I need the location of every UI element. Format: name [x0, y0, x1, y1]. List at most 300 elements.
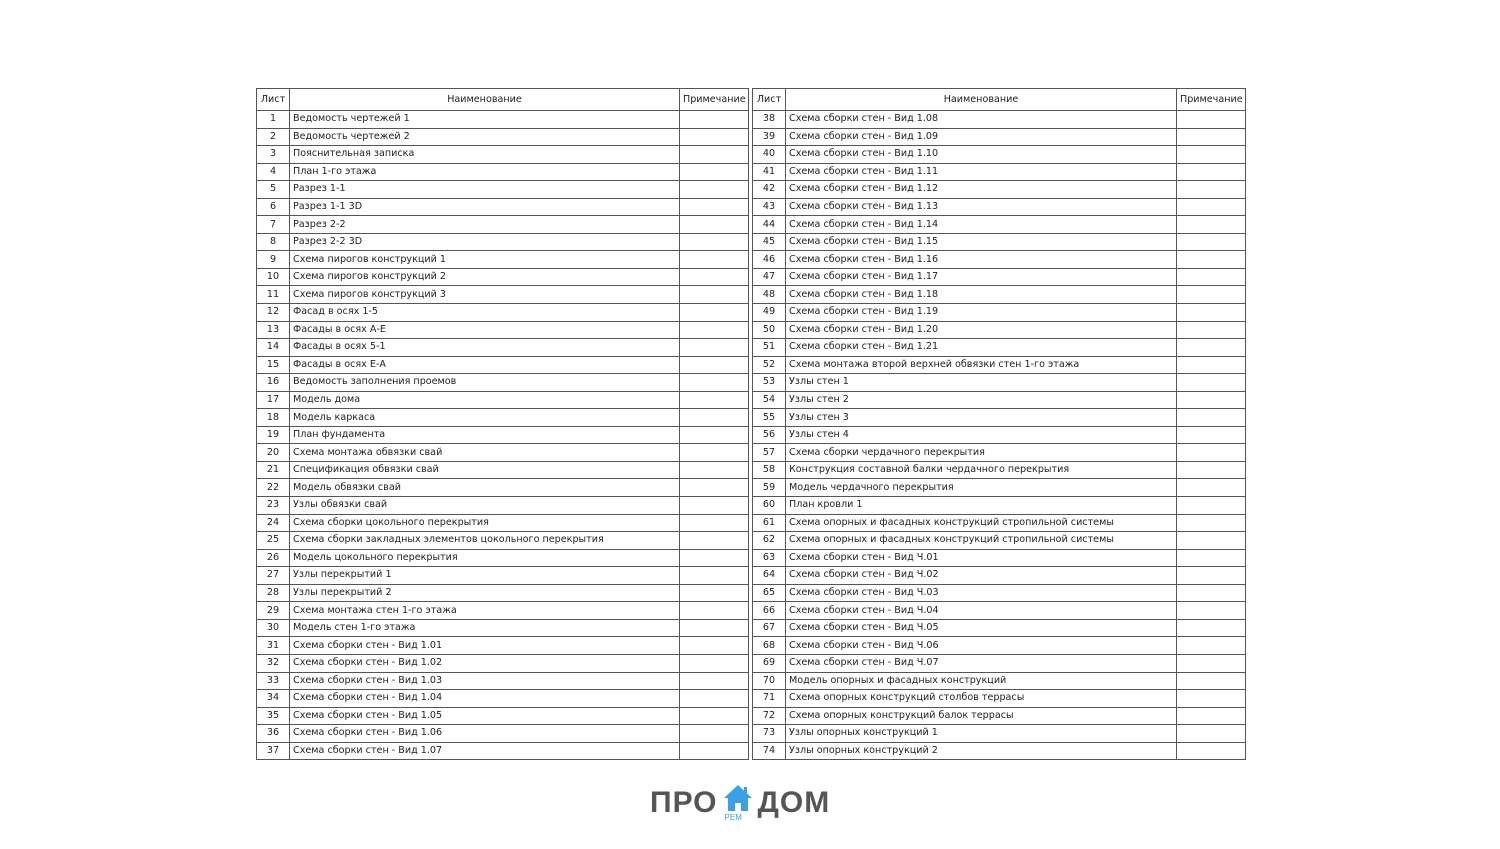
cell-sheet-number: 26	[257, 549, 290, 567]
cell-sheet-number: 11	[257, 286, 290, 304]
cell-note	[1177, 444, 1246, 462]
header-sheet: Лист	[257, 89, 290, 111]
watermark-logo	[650, 782, 830, 824]
cell-sheet-number: 9	[257, 251, 290, 269]
cell-name: Схема сборки стен - Вид Ч.01	[786, 549, 1177, 567]
cell-note	[1177, 339, 1246, 357]
table-row	[257, 549, 749, 567]
cell-name: Схема сборки стен - Вид Ч.06	[786, 637, 1177, 655]
cell-sheet-number: 20	[257, 444, 290, 462]
table-row	[257, 654, 749, 672]
cell-sheet-number: 47	[753, 268, 786, 286]
cell-note	[680, 742, 749, 760]
cell-name: Схема сборки стен - Вид 1.20	[786, 321, 1177, 339]
cell-name: Схема пирогов конструкций 2	[290, 268, 680, 286]
cell-sheet-number: 71	[753, 690, 786, 708]
cell-name: Узлы обвязки свай	[290, 497, 680, 515]
cell-name: Узлы стен 1	[786, 374, 1177, 392]
cell-sheet-number: 46	[753, 251, 786, 269]
cell-name: Фасады в осях А-Е	[290, 321, 680, 339]
cell-note	[1177, 497, 1246, 515]
cell-sheet-number: 53	[753, 374, 786, 392]
drawings-list-table-left	[256, 88, 749, 760]
table-row	[753, 181, 1246, 199]
table-row	[753, 742, 1246, 760]
cell-note	[1177, 584, 1246, 602]
cell-name: Схема сборки стен - Вид Ч.03	[786, 584, 1177, 602]
cell-note	[680, 514, 749, 532]
cell-sheet-number: 61	[753, 514, 786, 532]
table-row	[753, 339, 1246, 357]
cell-name: Схема сборки стен - Вид 1.02	[290, 654, 680, 672]
table-row	[257, 409, 749, 427]
cell-name: Конструкция составной балки чердачного перекрытия	[786, 461, 1177, 479]
cell-name: Схема сборки стен - Вид 1.21	[786, 339, 1177, 357]
cell-note	[1177, 128, 1246, 146]
cell-sheet-number: 57	[753, 444, 786, 462]
cell-name: Схема сборки стен - Вид 1.18	[786, 286, 1177, 304]
cell-note	[1177, 619, 1246, 637]
table-row	[257, 128, 749, 146]
cell-name: Разрез 1-1 3D	[290, 198, 680, 216]
cell-sheet-number: 4	[257, 163, 290, 181]
watermark-text-right: ДОМ	[757, 786, 831, 819]
table-row	[753, 461, 1246, 479]
cell-sheet-number: 8	[257, 233, 290, 251]
cell-sheet-number: 28	[257, 584, 290, 602]
cell-sheet-number: 52	[753, 356, 786, 374]
table-row	[257, 619, 749, 637]
header-note: Примечание	[1177, 89, 1246, 111]
table-row	[753, 619, 1246, 637]
cell-note	[1177, 479, 1246, 497]
cell-name: План кровли 1	[786, 497, 1177, 515]
table-row	[753, 233, 1246, 251]
cell-name: Схема сборки стен - Вид 1.15	[786, 233, 1177, 251]
table-row	[753, 654, 1246, 672]
cell-name: Схема пирогов конструкций 1	[290, 251, 680, 269]
cell-note	[1177, 181, 1246, 199]
table-row	[753, 251, 1246, 269]
cell-sheet-number: 12	[257, 304, 290, 322]
cell-name: Модель цокольного перекрытия	[290, 549, 680, 567]
cell-sheet-number: 10	[257, 268, 290, 286]
cell-note	[680, 497, 749, 515]
header-note: Примечание	[680, 89, 749, 111]
cell-name: План фундамента	[290, 426, 680, 444]
cell-sheet-number: 51	[753, 339, 786, 357]
cell-note	[680, 146, 749, 164]
cell-note	[680, 690, 749, 708]
cell-name: Схема сборки стен - Вид Ч.02	[786, 567, 1177, 585]
cell-note	[680, 549, 749, 567]
table-row	[257, 426, 749, 444]
cell-note	[680, 198, 749, 216]
cell-sheet-number: 59	[753, 479, 786, 497]
cell-sheet-number: 45	[753, 233, 786, 251]
cell-name: Схема монтажа стен 1-го этажа	[290, 602, 680, 620]
cell-sheet-number: 15	[257, 356, 290, 374]
table-row	[257, 356, 749, 374]
table-row	[753, 146, 1246, 164]
table-row	[257, 216, 749, 234]
table-row	[753, 549, 1246, 567]
cell-name: Схема пирогов конструкций 3	[290, 286, 680, 304]
cell-note	[1177, 532, 1246, 550]
table-row	[753, 707, 1246, 725]
cell-note	[1177, 286, 1246, 304]
cell-sheet-number: 66	[753, 602, 786, 620]
table-row	[257, 286, 749, 304]
table-row	[753, 374, 1246, 392]
cell-name: Модель обвязки свай	[290, 479, 680, 497]
cell-name: Фасад в осях 1-5	[290, 304, 680, 322]
cell-note	[680, 532, 749, 550]
table-row	[257, 198, 749, 216]
cell-note	[680, 163, 749, 181]
cell-note	[1177, 549, 1246, 567]
cell-sheet-number: 70	[753, 672, 786, 690]
cell-note	[1177, 567, 1246, 585]
cell-sheet-number: 69	[753, 654, 786, 672]
table-row	[257, 444, 749, 462]
cell-sheet-number: 27	[257, 567, 290, 585]
cell-name: Модель опорных и фасадных конструкций	[786, 672, 1177, 690]
table-row	[753, 409, 1246, 427]
cell-sheet-number: 33	[257, 672, 290, 690]
cell-name: Схема сборки стен - Вид 1.09	[786, 128, 1177, 146]
cell-sheet-number: 22	[257, 479, 290, 497]
header-name: Наименование	[290, 89, 680, 111]
cell-name: Схема сборки стен - Вид 1.05	[290, 707, 680, 725]
cell-name: Схема опорных и фасадных конструкций стропильной системы	[786, 532, 1177, 550]
cell-name: Модель дома	[290, 391, 680, 409]
cell-name: Схема сборки стен - Вид 1.13	[786, 198, 1177, 216]
cell-note	[1177, 268, 1246, 286]
table-row	[753, 690, 1246, 708]
cell-sheet-number: 37	[257, 742, 290, 760]
header-sheet: Лист	[753, 89, 786, 111]
cell-sheet-number: 6	[257, 198, 290, 216]
cell-sheet-number: 16	[257, 374, 290, 392]
cell-note	[1177, 725, 1246, 743]
watermark-sub: РЕМ	[724, 813, 742, 822]
cell-note	[1177, 602, 1246, 620]
cell-note	[680, 181, 749, 199]
cell-note	[680, 304, 749, 322]
cell-name: Пояснительная записка	[290, 146, 680, 164]
table-row	[257, 690, 749, 708]
cell-sheet-number: 19	[257, 426, 290, 444]
table-row	[753, 725, 1246, 743]
cell-name: Схема сборки стен - Вид 1.04	[290, 690, 680, 708]
cell-name: Спецификация обвязки свай	[290, 461, 680, 479]
table-row	[753, 198, 1246, 216]
cell-note	[680, 233, 749, 251]
cell-name: Схема сборки цокольного перекрытия	[290, 514, 680, 532]
cell-note	[680, 409, 749, 427]
table-header-row	[753, 89, 1246, 111]
cell-sheet-number: 49	[753, 304, 786, 322]
cell-sheet-number: 55	[753, 409, 786, 427]
cell-name: Схема сборки стен - Вид 1.17	[786, 268, 1177, 286]
cell-sheet-number: 24	[257, 514, 290, 532]
cell-name: Модель каркаса	[290, 409, 680, 427]
cell-name: Схема сборки стен - Вид Ч.07	[786, 654, 1177, 672]
cell-note	[1177, 409, 1246, 427]
cell-sheet-number: 60	[753, 497, 786, 515]
cell-sheet-number: 50	[753, 321, 786, 339]
cell-sheet-number: 62	[753, 532, 786, 550]
house-icon	[722, 782, 754, 824]
cell-note	[1177, 514, 1246, 532]
cell-sheet-number: 29	[257, 602, 290, 620]
cell-note	[680, 128, 749, 146]
cell-note	[1177, 233, 1246, 251]
table-row	[753, 672, 1246, 690]
cell-sheet-number: 68	[753, 637, 786, 655]
cell-sheet-number: 25	[257, 532, 290, 550]
cell-name: Схема сборки стен - Вид 1.12	[786, 181, 1177, 199]
cell-sheet-number: 58	[753, 461, 786, 479]
cell-sheet-number: 67	[753, 619, 786, 637]
table-row	[257, 233, 749, 251]
cell-note	[1177, 304, 1246, 322]
table-row	[753, 514, 1246, 532]
table-row	[753, 163, 1246, 181]
cell-name: Ведомость чертежей 2	[290, 128, 680, 146]
cell-name: Узлы опорных конструкций 2	[786, 742, 1177, 760]
cell-sheet-number: 36	[257, 725, 290, 743]
cell-note	[680, 461, 749, 479]
cell-note	[680, 637, 749, 655]
cell-note	[1177, 356, 1246, 374]
cell-sheet-number: 1	[257, 111, 290, 129]
cell-sheet-number: 39	[753, 128, 786, 146]
table-row	[257, 461, 749, 479]
table-row	[257, 637, 749, 655]
cell-name: Схема сборки стен - Вид 1.10	[786, 146, 1177, 164]
cell-note	[680, 391, 749, 409]
cell-note	[680, 111, 749, 129]
table-row	[257, 321, 749, 339]
table-row	[753, 497, 1246, 515]
cell-sheet-number: 74	[753, 742, 786, 760]
cell-name: Разрез 2-2	[290, 216, 680, 234]
table-row	[753, 216, 1246, 234]
table-row	[753, 286, 1246, 304]
cell-note	[680, 339, 749, 357]
cell-note	[1177, 391, 1246, 409]
cell-note	[1177, 426, 1246, 444]
cell-note	[680, 426, 749, 444]
cell-note	[680, 268, 749, 286]
cell-name: Схема сборки стен - Вид 1.19	[786, 304, 1177, 322]
table-row	[257, 514, 749, 532]
cell-sheet-number: 31	[257, 637, 290, 655]
cell-sheet-number: 43	[753, 198, 786, 216]
cell-sheet-number: 18	[257, 409, 290, 427]
table-row	[753, 532, 1246, 550]
cell-note	[680, 374, 749, 392]
table-row	[257, 163, 749, 181]
table-row	[753, 268, 1246, 286]
cell-name: Разрез 1-1	[290, 181, 680, 199]
cell-note	[1177, 654, 1246, 672]
cell-note	[680, 216, 749, 234]
table-row	[257, 268, 749, 286]
cell-name: План 1-го этажа	[290, 163, 680, 181]
cell-name: Схема сборки стен - Вид 1.14	[786, 216, 1177, 234]
cell-note	[1177, 321, 1246, 339]
table-row	[257, 707, 749, 725]
cell-name: Схема сборки стен - Вид 1.06	[290, 725, 680, 743]
table-row	[753, 444, 1246, 462]
cell-name: Узлы перекрытий 2	[290, 584, 680, 602]
table-row	[753, 637, 1246, 655]
cell-note	[680, 321, 749, 339]
cell-name: Схема сборки чердачного перекрытия	[786, 444, 1177, 462]
cell-name: Схема сборки стен - Вид 1.01	[290, 637, 680, 655]
cell-name: Схема опорных и фасадных конструкций стропильной системы	[786, 514, 1177, 532]
cell-note	[1177, 146, 1246, 164]
table-row	[753, 321, 1246, 339]
cell-name: Узлы стен 4	[786, 426, 1177, 444]
table-header-row	[257, 89, 749, 111]
watermark-text-left: ПРО	[650, 786, 718, 819]
table-row	[257, 725, 749, 743]
cell-sheet-number: 21	[257, 461, 290, 479]
cell-note	[680, 479, 749, 497]
cell-name: Схема сборки стен - Вид 1.08	[786, 111, 1177, 129]
cell-note	[1177, 163, 1246, 181]
cell-name: Ведомость заполнения проемов	[290, 374, 680, 392]
header-name: Наименование	[786, 89, 1177, 111]
cell-sheet-number: 3	[257, 146, 290, 164]
cell-sheet-number: 17	[257, 391, 290, 409]
cell-name: Ведомость чертежей 1	[290, 111, 680, 129]
cell-sheet-number: 38	[753, 111, 786, 129]
table-row	[257, 602, 749, 620]
cell-name: Схема сборки стен - Вид 1.03	[290, 672, 680, 690]
table-row	[753, 128, 1246, 146]
table-row	[257, 567, 749, 585]
cell-name: Схема сборки стен - Вид 1.11	[786, 163, 1177, 181]
table-row	[257, 584, 749, 602]
table-row	[257, 111, 749, 129]
cell-note	[1177, 251, 1246, 269]
cell-note	[680, 654, 749, 672]
cell-sheet-number: 65	[753, 584, 786, 602]
cell-note	[680, 707, 749, 725]
cell-sheet-number: 14	[257, 339, 290, 357]
cell-name: Узлы стен 2	[786, 391, 1177, 409]
table-row	[257, 339, 749, 357]
table-row	[257, 374, 749, 392]
table-row	[753, 426, 1246, 444]
cell-sheet-number: 54	[753, 391, 786, 409]
cell-note	[1177, 198, 1246, 216]
cell-name: Схема сборки стен - Вид 1.07	[290, 742, 680, 760]
cell-note	[680, 672, 749, 690]
cell-sheet-number: 23	[257, 497, 290, 515]
table-row	[753, 479, 1246, 497]
cell-sheet-number: 42	[753, 181, 786, 199]
table-row	[257, 532, 749, 550]
cell-note	[1177, 690, 1246, 708]
cell-name: Фасады в осях 5-1	[290, 339, 680, 357]
cell-name: Схема опорных конструкций балок террасы	[786, 707, 1177, 725]
cell-sheet-number: 13	[257, 321, 290, 339]
cell-name: Модель чердачного перекрытия	[786, 479, 1177, 497]
table-row	[257, 672, 749, 690]
table-row	[257, 251, 749, 269]
cell-note	[680, 619, 749, 637]
cell-note	[1177, 374, 1246, 392]
cell-sheet-number: 40	[753, 146, 786, 164]
cell-name: Схема монтажа обвязки свай	[290, 444, 680, 462]
cell-sheet-number: 32	[257, 654, 290, 672]
table-row	[753, 356, 1246, 374]
table-row	[257, 497, 749, 515]
table-row	[257, 304, 749, 322]
table-row	[257, 479, 749, 497]
cell-name: Модель стен 1-го этажа	[290, 619, 680, 637]
cell-sheet-number: 30	[257, 619, 290, 637]
cell-name: Узлы стен 3	[786, 409, 1177, 427]
cell-sheet-number: 34	[257, 690, 290, 708]
cell-name: Узлы опорных конструкций 1	[786, 725, 1177, 743]
cell-note	[680, 725, 749, 743]
cell-sheet-number: 5	[257, 181, 290, 199]
cell-note	[680, 602, 749, 620]
cell-note	[680, 567, 749, 585]
table-row	[753, 602, 1246, 620]
cell-sheet-number: 2	[257, 128, 290, 146]
cell-sheet-number: 56	[753, 426, 786, 444]
table-row	[257, 391, 749, 409]
table-row	[753, 567, 1246, 585]
cell-note	[1177, 637, 1246, 655]
cell-sheet-number: 44	[753, 216, 786, 234]
cell-sheet-number: 48	[753, 286, 786, 304]
cell-sheet-number: 72	[753, 707, 786, 725]
cell-name: Схема опорных конструкций столбов террасы	[786, 690, 1177, 708]
cell-name: Схема сборки стен - Вид Ч.04	[786, 602, 1177, 620]
cell-note	[1177, 461, 1246, 479]
table-row	[753, 584, 1246, 602]
cell-note	[1177, 216, 1246, 234]
cell-note	[1177, 111, 1246, 129]
cell-sheet-number: 63	[753, 549, 786, 567]
cell-name: Схема монтажа второй верхней обвязки стен 1-го этажа	[786, 356, 1177, 374]
cell-name: Узлы перекрытий 1	[290, 567, 680, 585]
cell-name: Схема сборки стен - Вид 1.16	[786, 251, 1177, 269]
cell-note	[680, 444, 749, 462]
table-row	[257, 146, 749, 164]
cell-note	[680, 584, 749, 602]
cell-sheet-number: 64	[753, 567, 786, 585]
cell-note	[1177, 672, 1246, 690]
cell-sheet-number: 41	[753, 163, 786, 181]
cell-note	[680, 356, 749, 374]
cell-name: Схема сборки закладных элементов цокольного перекрытия	[290, 532, 680, 550]
table-row	[257, 742, 749, 760]
cell-sheet-number: 35	[257, 707, 290, 725]
cell-sheet-number: 7	[257, 216, 290, 234]
cell-note	[680, 286, 749, 304]
table-row	[753, 111, 1246, 129]
